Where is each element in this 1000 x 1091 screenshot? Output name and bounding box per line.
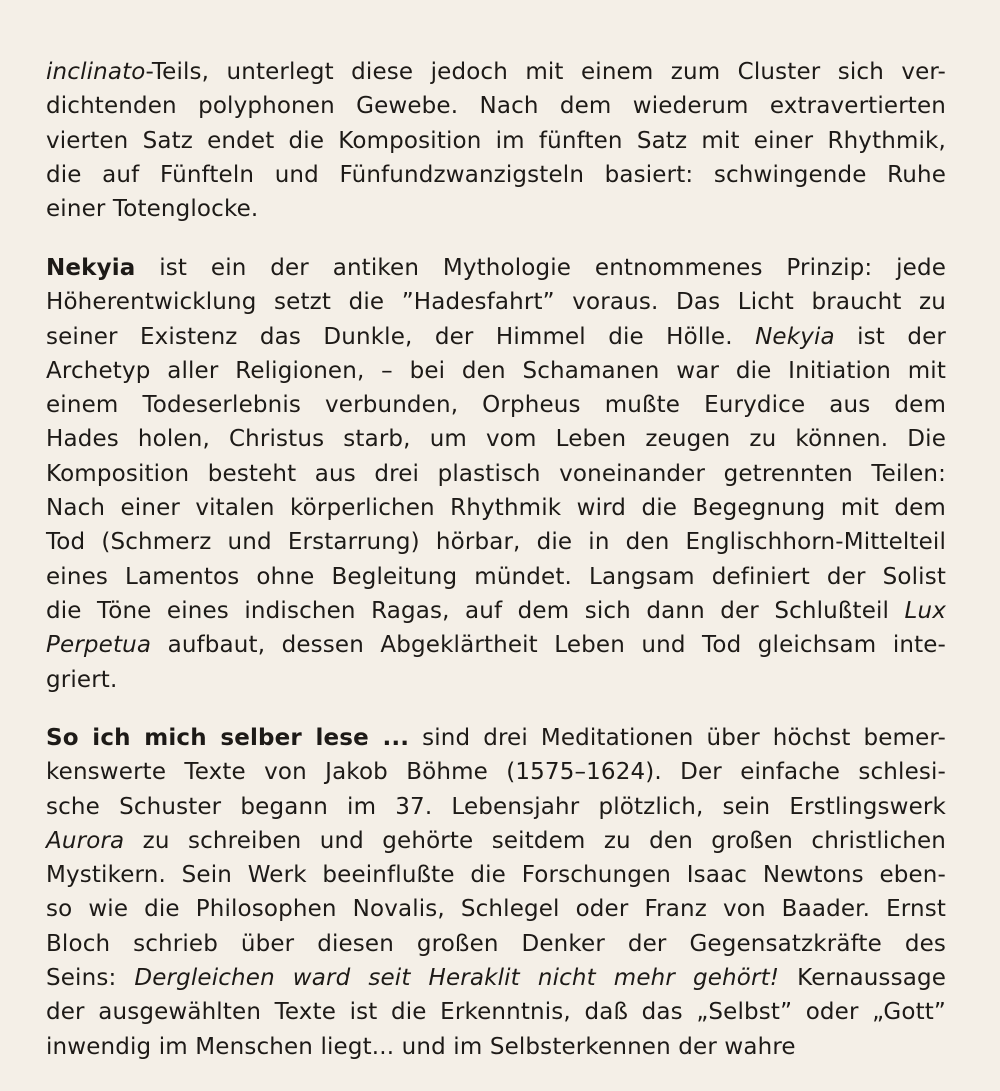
text-line: [46, 491, 946, 525]
text-run: kenswerte Texte von Jakob Böhme (1575–1624). Der einfache schlesi-: [46, 759, 946, 786]
text-run: ist ein der antiken Mythologie entnommenes Prinzip: jede: [135, 255, 946, 281]
text-run: die Töne eines indischen Ragas, auf dem sich dann der Schlußteil: [46, 597, 905, 624]
italic-run: Aurora: [46, 827, 125, 854]
italic-run: Nekyia: [755, 323, 835, 350]
text-run: sche Schuster begann im 37. Lebensjahr plötzlich, sein Erstlingswerk: [46, 793, 946, 820]
text-run: Tod (Schmerz und Erstarrung) hörbar, die in den Englischhorn-Mittelteil: [46, 529, 946, 556]
bold-run: Nekyia: [46, 255, 136, 281]
text-line: [46, 628, 946, 662]
text-line: [46, 892, 946, 926]
text-line: [46, 858, 946, 892]
italic-run: inclinato: [46, 59, 146, 85]
text-line: [46, 457, 946, 491]
text-line: [46, 824, 946, 858]
text-line: [46, 158, 946, 192]
text-run: Höherentwicklung setzt die ”Hadesfahrt” voraus. Das Licht braucht zu: [46, 289, 946, 316]
text-run: -Teils, unterlegt diese jedoch mit einem zum Cluster sich ver-: [145, 59, 946, 85]
text-run: dichtenden polyphonen Gewebe. Nach dem wiederum extravertierten: [46, 93, 946, 120]
text-line: [46, 927, 946, 961]
paragraph-so-ich-mich-selber-lese: [46, 721, 946, 1064]
text-run: Seins:: [46, 965, 135, 992]
text-run: so wie die Philosophen Novalis, Schlegel oder Franz von Baader. Ernst: [46, 896, 946, 923]
text-run: sind drei Meditationen über höchst bemer-: [409, 725, 946, 751]
bold-run: So ich mich selber lese ...: [46, 725, 410, 751]
text-line: [46, 192, 946, 226]
text-run: seiner Existenz das Dunkle, der Himmel die Hölle.: [46, 323, 756, 350]
text-run: Kernaussage: [779, 965, 946, 992]
text-line: [46, 790, 946, 824]
text-run: Bloch schrieb über diesen großen Denker der Gegensatzkräfte des: [46, 930, 946, 957]
text-run: eines Lamentos ohne Begleitung mündet. Langsam definiert der Solist: [46, 563, 946, 590]
text-line: [46, 995, 946, 1029]
text-line: [46, 721, 946, 755]
text-run: vierten Satz endet die Komposition im fünften Satz mit einer Rhythmik,: [46, 127, 946, 154]
text-line: [46, 388, 946, 422]
italic-run: Perpetua: [46, 632, 152, 659]
text-run: zu schreiben und gehörte seitdem zu den großen christlichen: [124, 827, 946, 854]
text-run: der ausgewählten Texte ist die Erkenntnis, daß das „Selbst” oder „Gott”: [46, 999, 946, 1026]
text-line: [46, 663, 946, 697]
text-run: griert.: [46, 666, 118, 693]
text-line: [46, 525, 946, 559]
text-line: [46, 961, 946, 995]
text-run: inwendig im Menschen liegt... und im Selbsterkennen der wahre: [46, 1033, 796, 1060]
text-line: [46, 354, 946, 388]
text-line: [46, 1030, 946, 1064]
text-line: [46, 320, 946, 354]
text-line: [46, 251, 946, 285]
text-line: [46, 124, 946, 158]
text-run: aufbaut, dessen Abgeklärtheit Leben und Tod gleichsam inte-: [151, 632, 946, 659]
text-line: [46, 755, 946, 789]
text-run: einer Totenglocke.: [46, 196, 259, 223]
italic-run: Dergleichen ward seit Heraklit nicht mehr gehört!: [134, 965, 780, 992]
text-run: Mystikern. Sein Werk beeinflußte die Forschungen Isaac Newtons eben-: [46, 862, 946, 889]
text-run: Nach einer vitalen körperlichen Rhythmik wird die Begegnung mit dem: [46, 495, 946, 522]
text-line: [46, 594, 946, 628]
paragraph-inclinato: [46, 55, 946, 226]
text-line: [46, 89, 946, 123]
text-line: [46, 560, 946, 594]
text-run: die auf Fünfteln und Fünfundzwanzigsteln basiert: schwingende Ruhe: [46, 161, 946, 188]
text-run: einem Todeserlebnis verbunden, Orpheus mußte Eurydice aus dem: [46, 392, 946, 419]
text-line: [46, 55, 946, 89]
text-line: [46, 422, 946, 456]
text-line: [46, 285, 946, 319]
text-run: Komposition besteht aus drei plastisch voneinander getrennten Teilen:: [46, 460, 946, 487]
text-run: Archetyp aller Religionen, – bei den Schamanen war die Initiation mit: [46, 357, 946, 384]
text-run: Hades holen, Christus starb, um vom Leben zeugen zu können. Die: [46, 426, 946, 453]
paragraph-nekyia: [46, 251, 946, 697]
text-run: ist der: [834, 323, 947, 350]
italic-run: Lux: [904, 597, 946, 624]
